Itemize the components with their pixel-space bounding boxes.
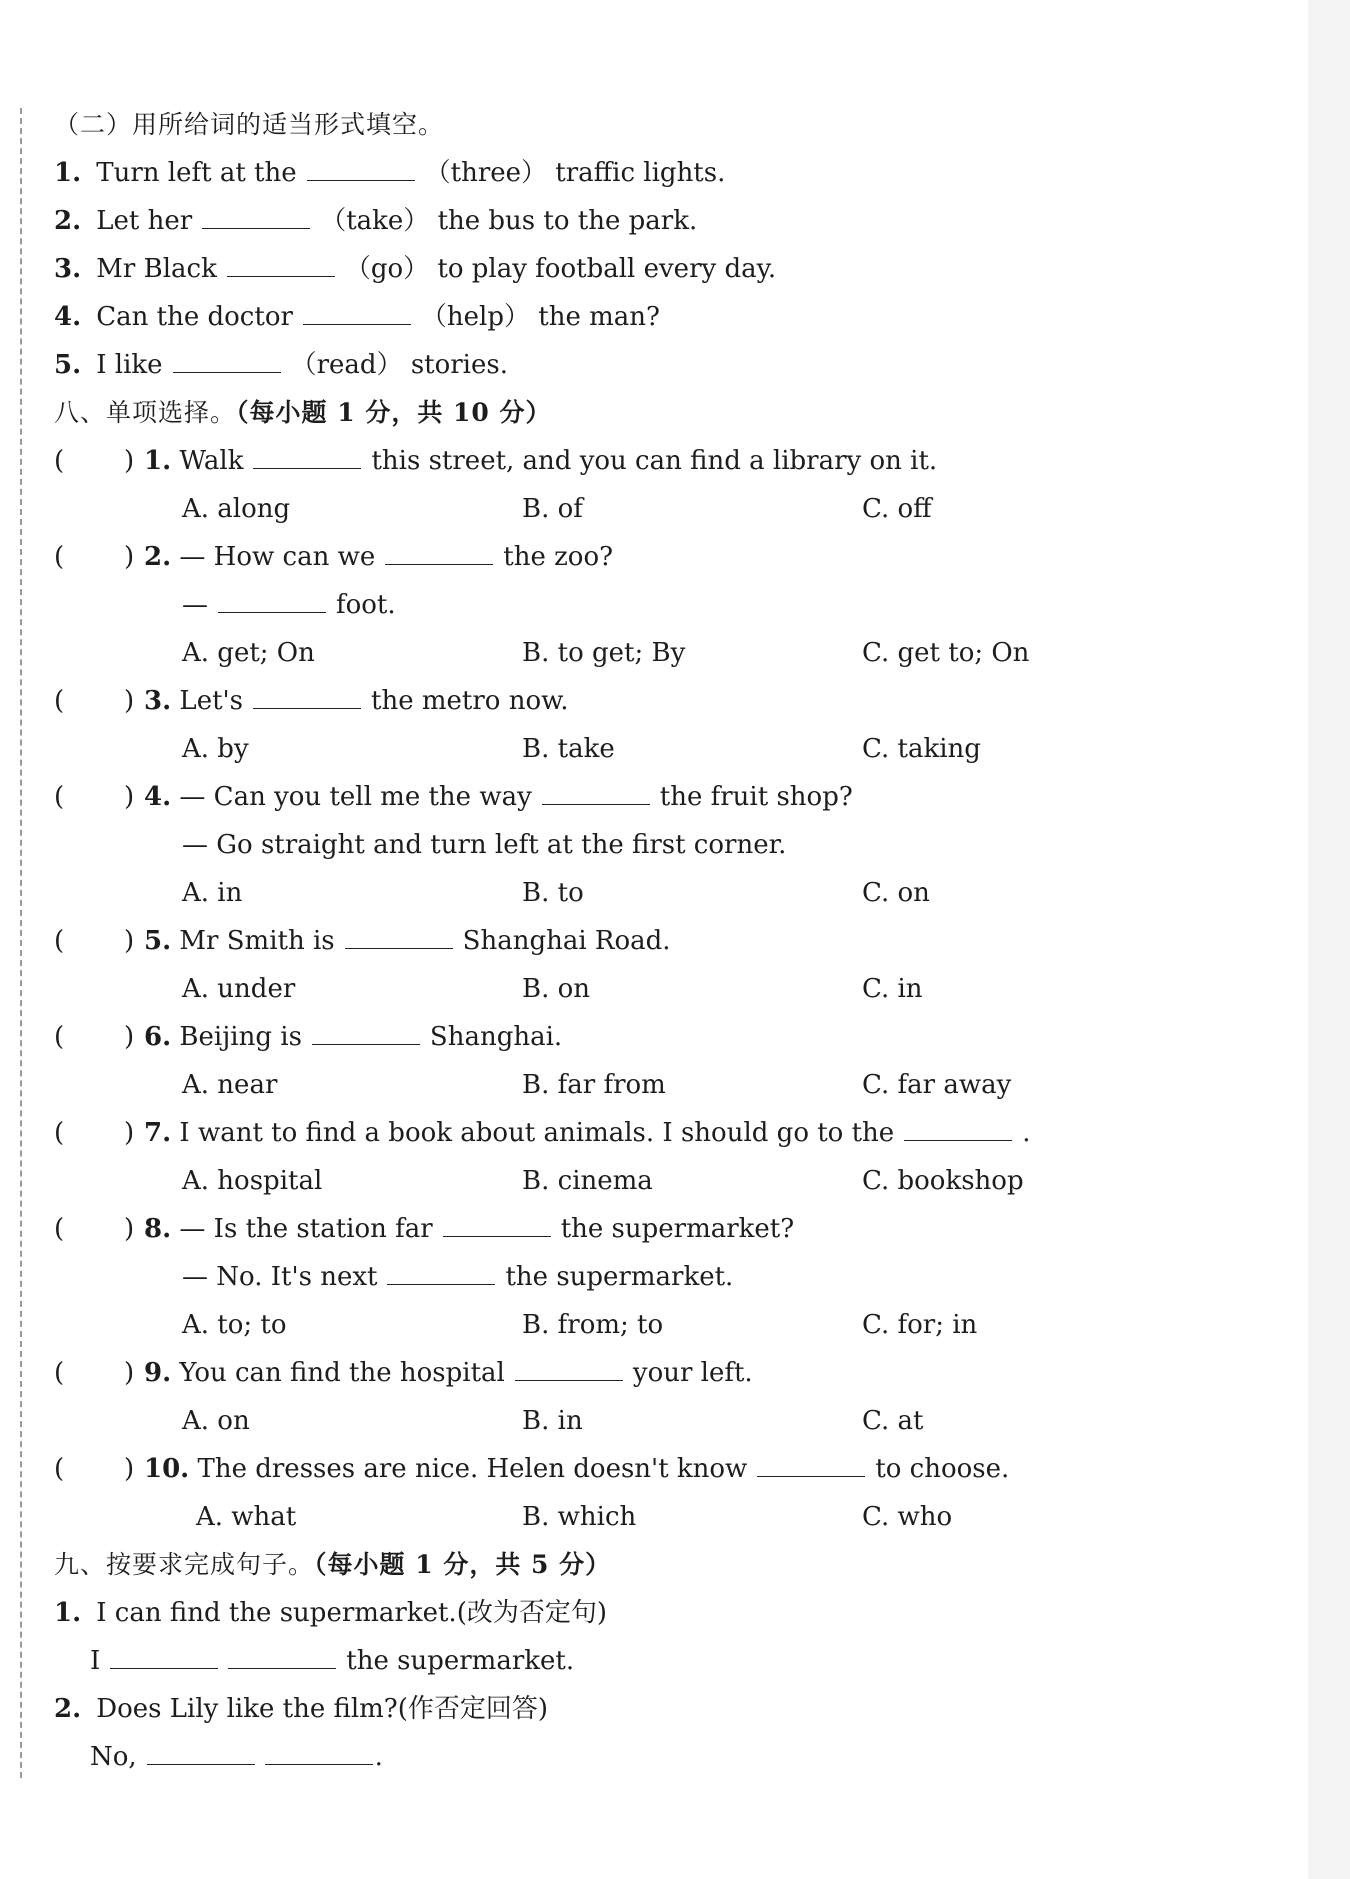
option-c[interactable]: C. in	[862, 974, 923, 1004]
question-number: 1.	[144, 446, 172, 476]
fill-item-4	[54, 300, 660, 334]
item-text-before: Let her	[96, 206, 193, 236]
question-text-pre: — How can we	[179, 542, 376, 572]
answer-bracket-open: (	[54, 1214, 65, 1244]
item-text: Does Lily like the film?	[96, 1694, 398, 1724]
answer-blank[interactable]	[443, 1212, 551, 1237]
item-text-after: traffic lights.	[555, 158, 726, 188]
answer-bracket-open: (	[54, 446, 65, 476]
question-text-pre: The dresses are nice. Helen doesn't know	[197, 1454, 748, 1484]
option-a[interactable]: A. near	[182, 1070, 278, 1100]
rewrite-answer-1	[90, 1644, 574, 1678]
option-b[interactable]: B. to get; By	[522, 638, 686, 668]
answer-blank[interactable]	[307, 156, 415, 181]
question-text-post: Shanghai Road.	[462, 926, 671, 956]
section-8-heading	[54, 396, 552, 430]
reply-text: foot.	[336, 590, 396, 620]
answer-blank[interactable]	[227, 252, 335, 277]
question-number: 6.	[144, 1022, 172, 1052]
fill-item-5	[54, 348, 508, 382]
rewrite-item-2	[54, 1692, 548, 1726]
item-number: 2.	[54, 1694, 82, 1724]
item-number: 2.	[54, 206, 82, 236]
question-text-post: this street, and you can find a library on it.	[371, 446, 938, 476]
answer-blank[interactable]	[147, 1740, 255, 1765]
option-b[interactable]: B. in	[522, 1406, 583, 1436]
item-text-before: Turn left at the	[96, 158, 297, 188]
fill-item-1	[54, 156, 725, 190]
answer-bracket-close: )	[124, 1214, 135, 1244]
question-text-pre: — Can you tell me the way	[179, 782, 532, 812]
item-number: 3.	[54, 254, 82, 284]
question-8	[144, 1212, 794, 1246]
answer-blank[interactable]	[542, 780, 650, 805]
question-1	[144, 444, 937, 478]
question-text-pre: Walk	[179, 446, 244, 476]
item-hint: （three）	[424, 158, 548, 188]
item-instruction: (作否定回答)	[397, 1694, 549, 1724]
reply-text-pre: — No. It's next	[182, 1262, 378, 1292]
answer-text-post: .	[374, 1742, 383, 1772]
question-text-post: the metro now.	[371, 686, 569, 716]
answer-blank[interactable]	[904, 1116, 1012, 1141]
option-b[interactable]: B. from; to	[522, 1310, 664, 1340]
answer-blank[interactable]	[385, 540, 493, 565]
question-text-post: the zoo?	[503, 542, 614, 572]
question-text-post: the fruit shop?	[659, 782, 853, 812]
item-text-before: Can the doctor	[96, 302, 293, 332]
question-number: 7.	[144, 1118, 172, 1148]
option-b[interactable]: B. take	[522, 734, 615, 764]
answer-blank[interactable]	[110, 1644, 218, 1669]
item-text-before: I like	[96, 350, 163, 380]
answer-blank[interactable]	[218, 588, 326, 613]
item-number: 4.	[54, 302, 82, 332]
answer-bracket-open: (	[54, 686, 65, 716]
item-text-after: the man?	[538, 302, 660, 332]
item-text-after: the bus to the park.	[437, 206, 698, 236]
item-text-after: to play football every day.	[437, 254, 777, 284]
question-10	[144, 1452, 1009, 1486]
question-text-post: your left.	[632, 1358, 753, 1388]
item-hint: （go）	[344, 254, 430, 284]
answer-blank[interactable]	[312, 1020, 420, 1045]
question-text-post: to choose.	[875, 1454, 1010, 1484]
option-c[interactable]: C. off	[862, 494, 932, 524]
reply-text-post: the supermarket.	[505, 1262, 734, 1292]
question-9	[144, 1356, 753, 1390]
answer-bracket-close: )	[124, 686, 135, 716]
option-b[interactable]: B. far from	[522, 1070, 666, 1100]
answer-bracket-close: )	[124, 1022, 135, 1052]
answer-text-pre: I	[90, 1646, 101, 1676]
answer-blank[interactable]	[345, 924, 453, 949]
item-number: 5.	[54, 350, 82, 380]
answer-blank[interactable]	[515, 1356, 623, 1381]
option-c[interactable]: C. get to; On	[862, 638, 1030, 668]
option-c[interactable]: C. who	[862, 1502, 953, 1532]
item-hint: （read）	[290, 350, 403, 380]
section-8-title: 八、单项选择。	[54, 398, 237, 427]
answer-bracket-close: )	[124, 782, 135, 812]
answer-blank[interactable]	[265, 1740, 373, 1765]
question-number: 3.	[144, 686, 172, 716]
option-a[interactable]: A. by	[182, 734, 249, 764]
option-b[interactable]: B. cinema	[522, 1166, 653, 1196]
question-2-reply	[182, 588, 396, 622]
binding-margin-line	[20, 108, 22, 1778]
answer-bracket-close: )	[124, 542, 135, 572]
option-a[interactable]: A. along	[182, 494, 291, 524]
option-c[interactable]: C. on	[862, 878, 930, 908]
option-c[interactable]: C. at	[862, 1406, 924, 1436]
answer-bracket-close: )	[124, 446, 135, 476]
section-8-score: （每小题 1 分，共 10 分）	[236, 398, 552, 427]
option-b[interactable]: B. on	[522, 974, 591, 1004]
question-7	[144, 1116, 1030, 1150]
option-c[interactable]: C. for; in	[862, 1310, 978, 1340]
item-number: 1.	[54, 158, 82, 188]
fill-item-3	[54, 252, 776, 286]
option-b[interactable]: B. of	[522, 494, 583, 524]
question-number: 9.	[144, 1358, 172, 1388]
item-hint: （take）	[320, 206, 430, 236]
question-number: 8.	[144, 1214, 172, 1244]
option-c[interactable]: C. far away	[862, 1070, 1012, 1100]
answer-bracket-open: (	[54, 782, 65, 812]
rewrite-item-1	[54, 1596, 607, 1630]
section-9-title: 九、按要求完成句子。	[54, 1550, 315, 1579]
answer-blank[interactable]	[202, 204, 310, 229]
question-text-pre: I want to find a book about animals. I should go to the	[179, 1118, 895, 1148]
option-a[interactable]: A. to; to	[182, 1310, 287, 1340]
answer-text-post: the supermarket.	[346, 1646, 575, 1676]
option-a[interactable]: A. on	[182, 1406, 250, 1436]
option-a[interactable]: A. get; On	[182, 638, 315, 668]
question-text-pre: — Is the station far	[179, 1214, 433, 1244]
section-9-heading	[54, 1548, 611, 1582]
fill-item-2	[54, 204, 697, 238]
answer-blank[interactable]	[757, 1452, 865, 1477]
answer-bracket-close: )	[124, 1118, 135, 1148]
question-text-post: .	[1022, 1118, 1031, 1148]
item-text-before: Mr Black	[96, 254, 217, 284]
question-text-post: Shanghai.	[429, 1022, 563, 1052]
answer-bracket-open: (	[54, 926, 65, 956]
item-instruction: (改为否定句)	[456, 1598, 607, 1628]
question-3	[144, 684, 569, 718]
answer-text-pre: No,	[90, 1742, 137, 1772]
answer-bracket-open: (	[54, 542, 65, 572]
question-text-post: the supermarket?	[560, 1214, 795, 1244]
option-a[interactable]: A. hospital	[182, 1166, 323, 1196]
answer-blank[interactable]	[228, 1644, 336, 1669]
question-number: 2.	[144, 542, 172, 572]
answer-bracket-open: (	[54, 1454, 65, 1484]
question-number: 5.	[144, 926, 172, 956]
answer-bracket-open: (	[54, 1118, 65, 1148]
question-4	[144, 780, 853, 814]
question-text-pre: Mr Smith is	[179, 926, 335, 956]
question-2	[144, 540, 613, 574]
answer-blank[interactable]	[303, 300, 411, 325]
answer-bracket-open: (	[54, 1022, 65, 1052]
answer-bracket-close: )	[124, 926, 135, 956]
option-b[interactable]: B. to	[522, 878, 584, 908]
question-8-reply	[182, 1260, 733, 1294]
answer-blank[interactable]	[253, 684, 361, 709]
question-6	[144, 1020, 562, 1054]
option-c[interactable]: C. taking	[862, 734, 981, 764]
option-a[interactable]: A. what	[196, 1502, 297, 1532]
question-text-pre: Let's	[179, 686, 244, 716]
option-b[interactable]: B. which	[522, 1502, 637, 1532]
answer-blank[interactable]	[173, 348, 281, 373]
question-number: 10.	[144, 1454, 190, 1484]
question-text-pre: You can find the hospital	[179, 1358, 505, 1388]
item-hint: （help）	[420, 302, 530, 332]
question-5	[144, 924, 671, 958]
question-4-reply: — Go straight and turn left at the first corner.	[182, 830, 787, 860]
section-9-score: （每小题 1 分，共 5 分）	[314, 1550, 612, 1579]
answer-blank[interactable]	[387, 1260, 495, 1285]
answer-bracket-open: (	[54, 1358, 65, 1388]
question-number: 4.	[144, 782, 172, 812]
item-text-after: stories.	[410, 350, 508, 380]
answer-bracket-close: )	[124, 1358, 135, 1388]
option-a[interactable]: A. under	[182, 974, 296, 1004]
rewrite-answer-2	[90, 1740, 383, 1774]
question-text-pre: Beijing is	[179, 1022, 302, 1052]
answer-blank[interactable]	[253, 444, 361, 469]
option-c[interactable]: C. bookshop	[862, 1166, 1024, 1196]
section-7b-heading: （二）用所给词的适当形式填空。	[54, 110, 445, 139]
answer-bracket-close: )	[124, 1454, 135, 1484]
item-number: 1.	[54, 1598, 82, 1628]
option-a[interactable]: A. in	[182, 878, 243, 908]
reply-dash: —	[182, 590, 208, 620]
item-text: I can find the supermarket.	[96, 1598, 457, 1628]
